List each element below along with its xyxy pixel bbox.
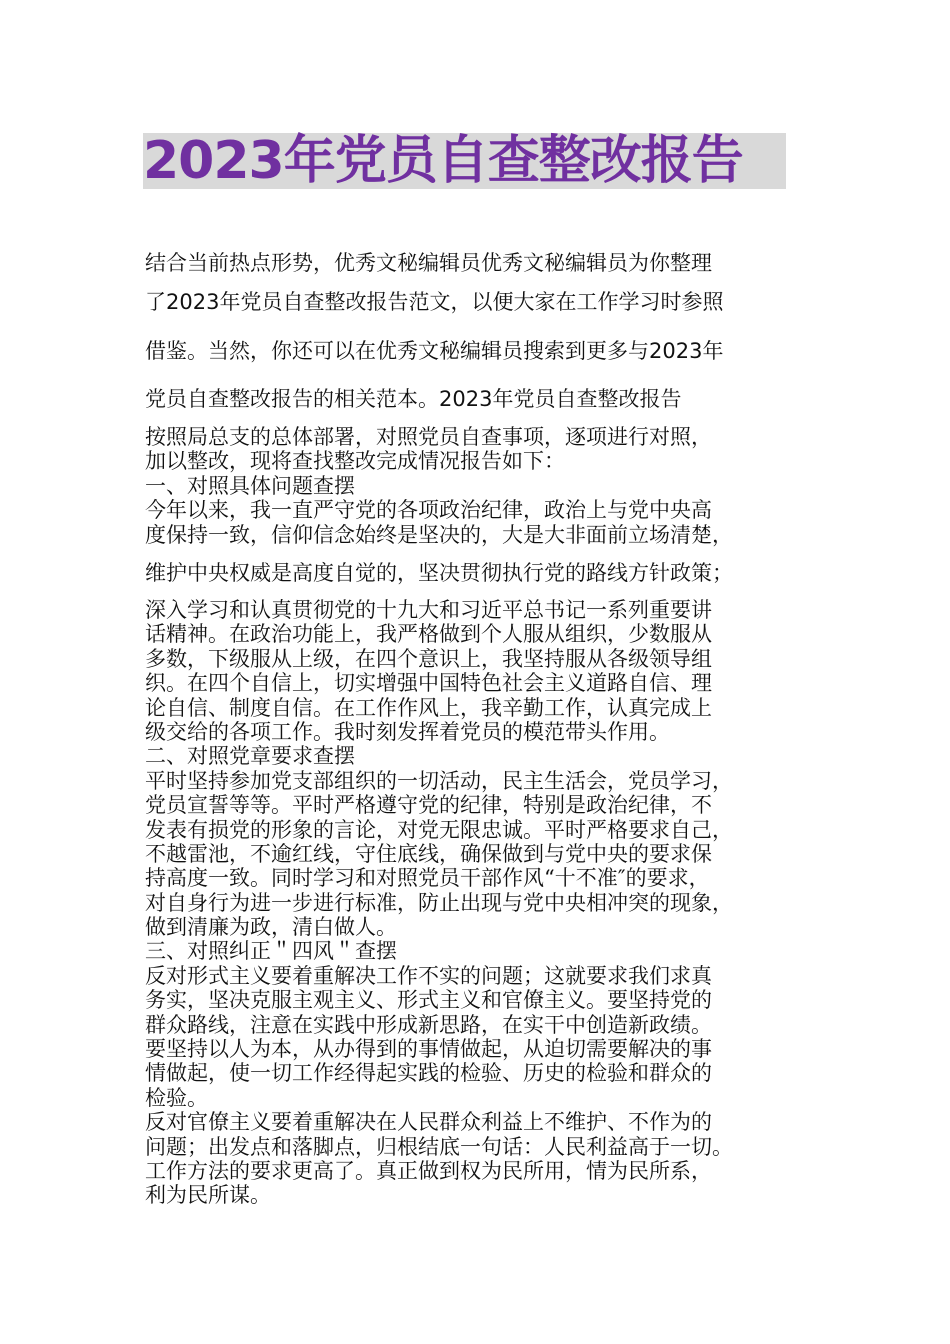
body-line: 级交给的各项工作。我时刻发挥着党员的模范带头作用。 [145,719,670,744]
body-line: 做到清廉为政，清白做人。 [145,915,397,940]
body-line: 工作方法的要求更高了。真正做到权为民所用，情为民所系， [145,1158,712,1183]
body-line: 维护中央权威是高度自觉的，坚决贯彻执行党的路线方针政策； [145,561,733,585]
intro-line: 了2023年党员自查整改报告范文，以便大家在工作学习时参照 [145,290,724,314]
body-line: 对自身行为进一步进行标准，防止出现与党中央相冲突的现象， [145,890,733,915]
body-line: 利为民所谋。 [145,1183,271,1208]
body-line: 今年以来，我一直严守党的各项政治纪律，政治上与党中央高 [145,498,712,523]
body-line: 反对官僚主义要着重解决在人民群众利益上不维护、不作为的 [145,1110,712,1135]
body-line: 二、对照党章要求查摆 [145,744,355,769]
body-line: 三、对照纠正＂四风＂查摆 [145,939,397,964]
intro-line: 结合当前热点形势，优秀文秘编辑员优秀文秘编辑员为你整理 [145,251,712,275]
body-line: 群众路线，注意在实践中形成新思路，在实干中创造新政绩。 [145,1012,712,1037]
body-line: 发表有损党的形象的言论，对党无限忠诚。平时严格要求自己， [145,817,733,842]
body-line: 织。在四个自信上，切实增强中国特色社会主义道路自信、理 [145,671,712,696]
body-line: 问题；出发点和落脚点，归根结底一句话：人民利益高于一切。 [145,1134,733,1159]
body-line: 按照局总支的总体部署，对照党员自查事项，逐项进行对照， [145,425,712,449]
body-line: 要坚持以人为本，从办得到的事情做起，从迫切需要解决的事 [145,1037,712,1062]
body-line: 党员宣誓等等。平时严格遵守党的纪律，特别是政治纪律，不 [145,793,712,818]
body-line: 度保持一致，信仰信念始终是坚决的，大是大非面前立场清楚， [145,522,733,547]
intro-line: 党员自查整改报告的相关范本。2023年党员自查整改报告 [145,387,682,411]
body-line: 话精神。在政治功能上，我严格做到个人服从组织，少数服从 [145,622,712,647]
body-line: 一、对照具体问题查摆 [145,473,355,498]
body-line: 多数，下级服从上级，在四个意识上，我坚持服从各级领导组 [145,646,712,671]
intro-line: 借鉴。当然，你还可以在优秀文秘编辑员搜索到更多与2023年 [145,339,724,363]
title-highlight [143,133,786,189]
body-line: 检验。 [145,1085,208,1110]
body-block-2 [145,561,825,585]
body-line: 情做起，使一切工作经得起实践的检验、历史的检验和群众的 [145,1061,712,1086]
body-block-1 [145,425,825,547]
body-line: 加以整改，现将查找整改完成情况报告如下： [145,449,565,474]
body-line: 务实，坚决克服主观主义、形式主义和官僚主义。要坚持党的 [145,988,712,1013]
body-line: 不越雷池，不逾红线，守住底线，确保做到与党中央的要求保 [145,841,712,866]
body-line: 持高度一致。同时学习和对照党员干部作风“十不准″的要求， [145,866,710,891]
body-block-3 [145,598,825,1208]
body-line: 平时坚持参加党支部组织的一切活动，民主生活会，党员学习， [145,768,733,793]
body-line: 深入学习和认真贯彻党的十九大和习近平总书记一系列重要讲 [145,598,712,622]
page-title: 2023年党员自查整改报告 [143,131,743,191]
body-line: 反对形式主义要着重解决工作不实的问题；这就要求我们求真 [145,963,712,988]
body-line: 论自信、制度自信。在工作作风上，我辛勤工作，认真完成上 [145,695,712,720]
